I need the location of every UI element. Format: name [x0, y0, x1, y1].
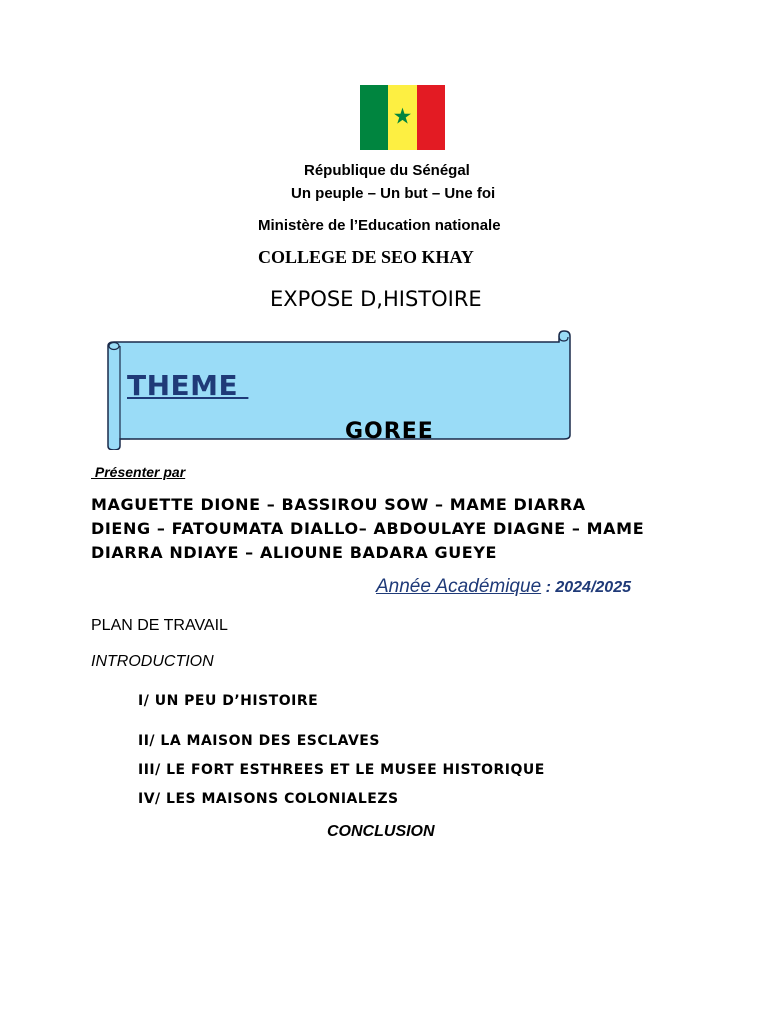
plan-conclusion: CONCLUSION — [327, 823, 435, 840]
academic-year-value: 2024/2025 — [555, 579, 631, 596]
college-name: COLLEGE DE SEO KHAY — [258, 247, 474, 267]
theme-label: THEME — [127, 369, 249, 402]
flag-green-band — [360, 85, 388, 150]
flag-red-band — [417, 85, 445, 150]
flag-yellow-band — [388, 85, 416, 150]
country-name: République du Sénégal — [304, 162, 470, 179]
academic-year-separator: : — [541, 579, 556, 596]
plan-item: I/ UN PEU D’HISTOIRE — [138, 693, 319, 709]
ministry-name: Ministère de l’Education nationale — [258, 217, 501, 234]
plan-introduction: INTRODUCTION — [91, 653, 214, 670]
plan-item: II/ LA MAISON DES ESCLAVES — [138, 733, 380, 749]
subject-clip — [330, 415, 460, 439]
senegal-flag — [360, 85, 445, 150]
presenter-names: MAGUETTE DIONE – BASSIROU SOW – MAME DIARRA DIENG – FATOUMATA DIALLO– ABDOULAYE DIAGNE – MAME DIARRA NDIAYE – ALIOUNE BADARA GUEYE — [91, 495, 645, 562]
plan-title: PLAN DE TRAVAIL — [91, 617, 228, 634]
plan-item: IV/ LES MAISONS COLONIALEZS — [138, 791, 399, 807]
theme-subject: GOREE — [345, 419, 434, 439]
document-title: EXPOSE D,HISTOIRE — [270, 287, 482, 311]
plan-item: III/ LE FORT ESTHREES ET LE MUSEE HISTORIQUE — [138, 762, 545, 778]
academic-year-label: Année Académique — [376, 576, 542, 597]
national-motto: Un peuple – Un but – Une foi — [291, 185, 496, 202]
star-icon: ★ — [392, 104, 413, 130]
presenter-label: Présenter par — [91, 464, 186, 480]
academic-year — [376, 576, 631, 598]
